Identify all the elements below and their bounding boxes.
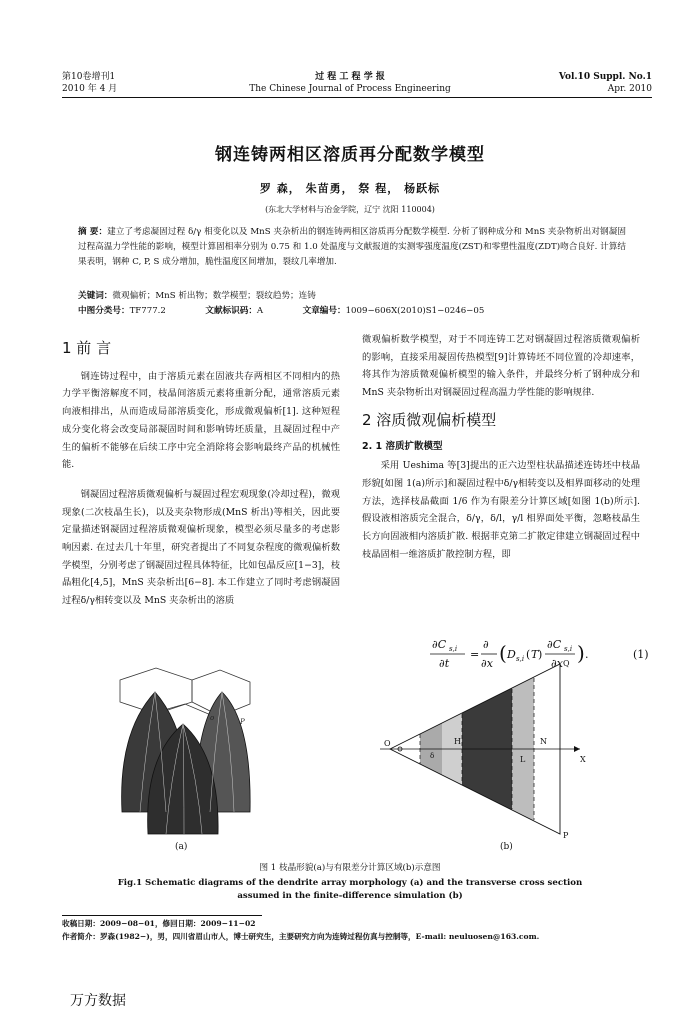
- footnote-dates: 收稿日期：2009−08−01，修回日期：2009−11−02: [62, 919, 256, 928]
- fig1a-label-p: P: [240, 718, 245, 726]
- section1-para2: 钢凝固过程溶质微观偏析与凝固过程宏观现象(冷却过程)，微观现象(二次枝晶生长)，以及夹杂物形成(MnS 析出)等相关，因此要定量描述钢凝固过程溶质微观偏析现象，模型必须尽量多的考虑影响因素. 在过去几十年里，研究者提出了不同复杂程度的微观偏析数学模型，分别考虑了钢凝固过程具体特征，比如包晶反应[1−3]，枝晶粗化[4,5]，MnS 夹杂析出[6−8]. 本工作建立了同时考虑钢凝固过程δ/γ相转变以及 MnS 夹杂析出的溶质: [62, 488, 340, 607]
- fig1b-point-L: L: [520, 755, 526, 764]
- svg-text:∂x: ∂x: [551, 657, 563, 670]
- figure-caption-en-2: assumed in the finite-difference simulation (b): [237, 891, 463, 901]
- doc-code-label: 文献标识码：: [205, 306, 257, 316]
- fig1a-label-o: o: [210, 714, 215, 722]
- abstract-label: 摘 要：: [78, 227, 108, 237]
- fig1b-point-O: O: [384, 739, 391, 748]
- figure-caption-cn: 图 1 枝晶形貌(a)与有限差分计算区域(b)示意图: [259, 863, 441, 873]
- keywords-label: 关键词：: [78, 291, 113, 301]
- figure-1a-dendrites: [100, 662, 270, 842]
- footnote-rule: [62, 915, 262, 916]
- article-no: 1009−606X(2010)S1−0246−05: [345, 306, 485, 316]
- header-journal-en: The Chinese Journal of Process Engineering: [249, 84, 451, 94]
- svg-text:.: .: [585, 648, 589, 661]
- doc-code: A: [256, 306, 264, 316]
- svg-text:T: T: [531, 648, 539, 661]
- footnote-author-bio: 作者简介：罗森(1982−)，男，四川省眉山市人，博士研究生，主要研究方向为连铸过程仿真与控制等，E-mail: neuluosen@163.com.: [62, 932, 540, 941]
- clc-code: TF777.2: [129, 306, 166, 316]
- keywords: [78, 290, 626, 303]
- header-rule: [62, 97, 652, 98]
- figure-1b-triangle: [370, 654, 610, 844]
- fig1b-point-X: X: [580, 755, 586, 764]
- abstract: [78, 225, 626, 270]
- section2-para: 采用 Ueshima 等[3]提出的正六边型柱状晶描述连铸坯中枝晶形貌[如图 1(a)所示]和凝固过程中δ/γ相转变以及相界面移动的处理方法，选择枝晶截面 1/6 作为有限差分计算区域[如图 1(b)所示]. 假设液相溶质完全混合，δ/γ，δ/l，γ/l 相界面处平衡，忽略枝晶生长方向固液相内溶质扩散. 根据菲克第二扩散定律建立钢凝固过程中枝晶固相一维溶质扩散控制方程，即: [362, 460, 640, 560]
- abstract-text: 建立了考虑凝固过程 δ/γ 相变化以及 MnS 夹杂析出的钢连铸两相区溶质再分配数学模型. 分析了钢种成分和 MnS 夹杂物析出对钢凝固过程高温力学性能的影响，模型计算固相率分别为 0.75 和 1.0 处温度与文献报道的实测零强度温度(ZST)和零塑性温度(ZDT)吻合良好. 计算结果表明，钢种 C, P, S 成分增加，脆性温度区间增加，裂纹几率增加.: [78, 227, 626, 267]
- svg-text:s,i: s,i: [516, 655, 525, 663]
- svg-text:s,i: s,i: [449, 645, 458, 653]
- fig1b-point-N: N: [540, 737, 547, 746]
- svg-text:∂: ∂: [483, 638, 489, 651]
- figure-caption-en-1: Fig.1 Schematic diagrams of the dendrite array morphology (a) and the transverse cross section: [117, 878, 583, 888]
- left-column: [62, 336, 340, 610]
- section1-para1: 钢连铸过程中，由于溶质元素在固液共存两相区不同相内的热力学平衡溶解度不同，枝晶间溶质元素将重新分配，通常溶质元素向液相排出，从而造成局部溶质变化，形成微观偏析[1]. 这种短程成分变化将会改变局部凝固时间和影响铸坯质量，且凝固过程中产生的偏析不能够在后续工序中完全消除将会影响最终产品的机械性能.: [62, 370, 340, 471]
- classification: [78, 305, 626, 318]
- svg-text:s,i: s,i: [564, 645, 573, 653]
- authors: 罗 森， 朱苗勇， 祭 程， 杨跃标: [259, 182, 441, 195]
- svg-text:): ): [538, 648, 543, 661]
- right-column: [362, 331, 640, 563]
- clc-label: 中图分类号：: [78, 306, 130, 316]
- section2-subheading: 2. 1 溶质扩散模型: [362, 440, 443, 452]
- fig1b-point-H: H: [454, 737, 461, 746]
- header-volume-en: Vol.10 Suppl. No.1: [558, 72, 652, 82]
- figure-1b-label: (b): [500, 842, 513, 852]
- svg-text:∂C: ∂C: [432, 638, 447, 651]
- section2-heading: 2 溶质微观偏析模型: [362, 410, 497, 429]
- fig1b-delta: δ: [430, 752, 435, 760]
- svg-text:∂t: ∂t: [439, 657, 450, 670]
- header-volume: 第10卷增刊1: [62, 72, 116, 82]
- figure-1a-label: (a): [175, 842, 188, 852]
- svg-text:(: (: [499, 641, 507, 665]
- equation-number: (1): [633, 648, 649, 661]
- svg-text:=: =: [470, 648, 480, 661]
- article-no-label: 文章编号：: [302, 306, 346, 316]
- header-journal-cn: 过 程 工 程 学 报: [315, 72, 385, 82]
- svg-text:∂C: ∂C: [547, 638, 562, 651]
- section1-heading: 1 前 言: [62, 339, 112, 357]
- paper-title: 钢连铸两相区溶质再分配数学模型: [215, 145, 485, 165]
- watermark-wanfang: 万方数据: [70, 993, 126, 1009]
- fig1b-point-Q: Q: [563, 659, 570, 668]
- header-date-en: Apr. 2010: [607, 84, 652, 94]
- svg-text:): ): [577, 641, 585, 665]
- right-top-text: 微观偏析数学模型，对于不同连铸工艺对钢凝固过程溶质微观偏析的影响，直接采用凝固传热模型[9]计算铸坯不同位置的冷却速率，将其作为溶质微观偏析模型的输入条件，并最终分析了钢种成分和 MnS 夹杂物析出对钢凝固过程高温力学性能的影响规律.: [362, 334, 640, 399]
- svg-text:D: D: [507, 648, 516, 661]
- keywords-text: 微观偏析；MnS 析出物；数学模型；裂纹趋势；连铸: [112, 291, 316, 301]
- fig1b-point-P: P: [563, 831, 569, 840]
- header-date: 2010 年 4 月: [62, 84, 118, 94]
- svg-text:∂x: ∂x: [481, 657, 493, 670]
- svg-text:(: (: [526, 648, 531, 661]
- affiliation: (东北大学材料与冶金学院，辽宁 沈阳 110004): [265, 205, 435, 214]
